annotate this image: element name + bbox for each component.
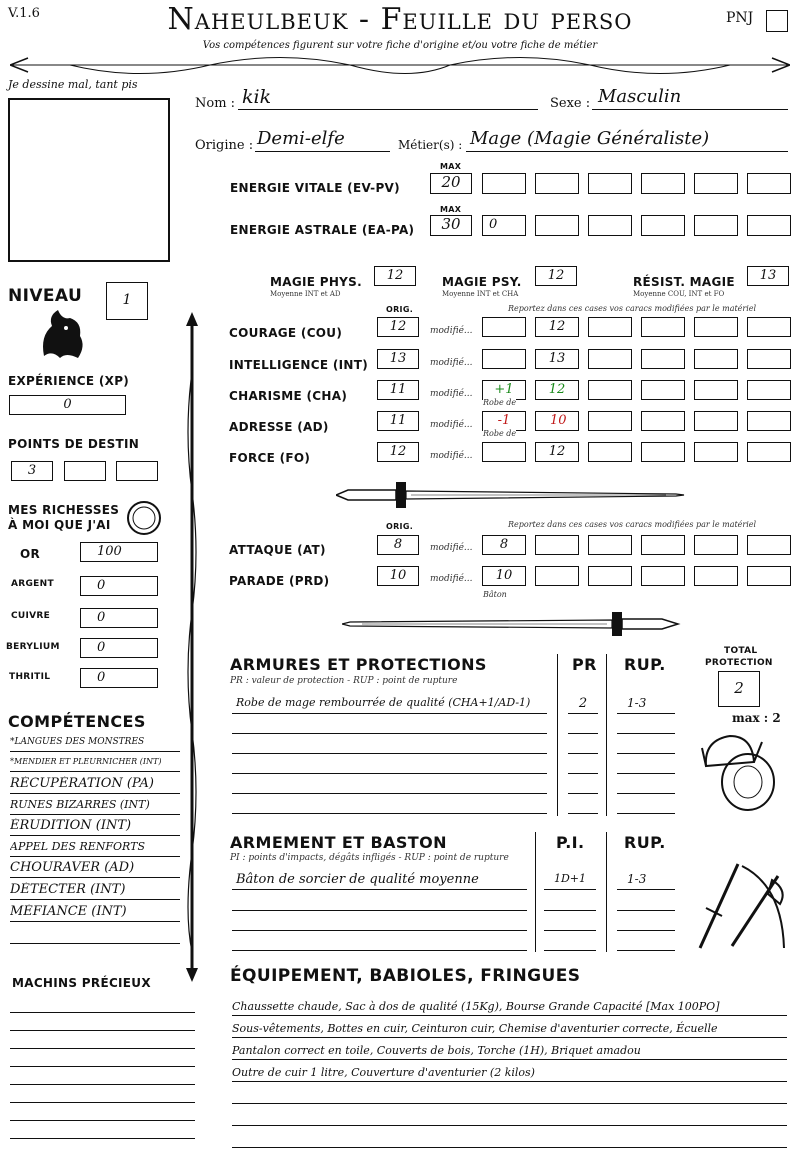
ad-label: ADRESSE (AD) [229, 420, 329, 434]
fo-modifie-label: modifié... [430, 451, 473, 461]
armure-line[interactable] [617, 753, 675, 754]
machins-line[interactable] [10, 1102, 195, 1103]
arme-line[interactable] [617, 930, 675, 931]
cha-mod-box[interactable]: +1 [482, 380, 526, 400]
prd-modifie-label: modifié... [430, 574, 473, 584]
competence-item[interactable]: CHOURAVER (AD) [10, 860, 180, 878]
cha-modifie-label: modifié... [430, 389, 473, 399]
origine-label: Origine : [195, 138, 254, 153]
magie-phys-note: Moyenne INT et AD [270, 290, 341, 298]
ad-box[interactable]: 11 [377, 411, 419, 431]
arme-line[interactable] [617, 950, 675, 951]
combat-orig-label: ORIG. [386, 522, 414, 531]
resist-magie-box[interactable]: 13 [747, 266, 789, 286]
berylium-box[interactable]: 0 [80, 638, 158, 658]
combat-note: Reportez dans ces cases vos caracs modifiées par le matériel [508, 520, 757, 529]
armure-line[interactable] [232, 753, 547, 754]
ev-max-label: MAX [440, 162, 462, 171]
armure-item-name[interactable]: Robe de mage rembourrée de qualité (CHA+1/AD-1) [232, 696, 547, 714]
armement-pi-header: P.I. [556, 833, 585, 852]
arrow-divider-icon [10, 52, 790, 80]
arme-line[interactable] [232, 910, 527, 911]
fo-extra-box[interactable] [641, 442, 685, 462]
ea-box[interactable] [535, 215, 579, 236]
armures-note: PR : valeur de protection - RUP : point de rupture [230, 676, 458, 686]
ev-current-box[interactable] [482, 173, 526, 194]
cou-modifie-label: modifié... [430, 326, 473, 336]
destin-label: POINTS DE DESTIN [8, 437, 140, 451]
ev-label: ENERGIE VITALE (EV-PV) [230, 181, 400, 195]
competence-item[interactable]: *MENDIER ET PLEURNICHER (INT) [10, 757, 180, 772]
xp-label: EXPÉRIENCE (XP) [8, 374, 130, 388]
machins-line[interactable] [10, 1048, 195, 1049]
origine-value[interactable]: Demi-elfe [255, 128, 390, 152]
prd-extra-box[interactable] [641, 566, 685, 586]
magie-psy-label: MAGIE PSY. [442, 275, 522, 289]
int-extra-box[interactable] [747, 349, 791, 369]
armure-line[interactable] [232, 793, 547, 794]
sword-icon [336, 480, 686, 510]
sheet-title: Naheulbeuk - Feuille du perso [167, 2, 633, 37]
armures-title: ARMURES ET PROTECTIONS [230, 655, 487, 674]
or-box[interactable]: 100 [80, 542, 158, 562]
ev-max-box[interactable]: 20 [430, 173, 472, 194]
nom-label: Nom : [195, 96, 236, 111]
at-extra-box[interactable] [694, 535, 738, 555]
equipement-line[interactable]: Chaussette chaude, Sac à dos de qualité (15Kg), Bourse Grande Capacité [Max 100PO] [232, 997, 787, 1016]
armure-line[interactable] [232, 733, 547, 734]
at-mod-box[interactable]: 8 [482, 535, 526, 555]
niveau-label: NIVEAU [8, 286, 83, 306]
armure-item-rup[interactable]: 1-3 [617, 696, 675, 714]
at-extra-box[interactable] [641, 535, 685, 555]
competence-item[interactable] [10, 926, 180, 944]
richesses-label: À MOI QUE J'AI [8, 518, 111, 532]
armures-col-divider [557, 654, 558, 816]
cha-final-box[interactable]: 12 [535, 380, 579, 400]
total-protection-label: PROTECTION [705, 658, 773, 668]
destin-box[interactable] [64, 461, 106, 481]
thritil-box[interactable]: 0 [80, 668, 158, 688]
armure-line[interactable] [568, 813, 598, 814]
sexe-value[interactable]: Masculin [592, 86, 788, 110]
armement-col-divider [535, 832, 536, 952]
cou-extra-box[interactable] [694, 317, 738, 337]
cha-label: CHARISME (CHA) [229, 389, 348, 403]
cha-source-note: Robe de [483, 398, 517, 407]
sexe-label: Sexe : [550, 96, 591, 111]
xp-box[interactable]: 0 [9, 395, 126, 415]
pnj-checkbox[interactable] [766, 10, 788, 32]
ea-box[interactable] [641, 215, 685, 236]
argent-box[interactable]: 0 [80, 576, 158, 596]
ev-box[interactable] [694, 173, 738, 194]
argent-label: ARGENT [11, 579, 54, 589]
prd-extra-box[interactable] [588, 566, 632, 586]
coin-icon [126, 500, 162, 536]
version-label: V.1.6 [8, 6, 40, 21]
destin-box[interactable] [116, 461, 158, 481]
ea-label: ENERGIE ASTRALE (EA-PA) [230, 223, 415, 237]
cha-extra-box[interactable] [747, 380, 791, 400]
arme-line[interactable] [232, 950, 527, 951]
equipement-line[interactable] [232, 1107, 787, 1126]
caracs-orig-label: ORIG. [386, 305, 414, 314]
ev-box[interactable] [641, 173, 685, 194]
staff-icon [182, 312, 202, 982]
cha-extra-box[interactable] [588, 380, 632, 400]
armure-line[interactable] [232, 813, 547, 814]
competence-item[interactable]: DÉTECTER (INT) [10, 882, 180, 900]
arme-line[interactable] [617, 910, 675, 911]
competence-item[interactable]: RUNES BIZARRES (INT) [10, 798, 180, 815]
ev-box[interactable] [535, 173, 579, 194]
at-box[interactable]: 8 [377, 535, 419, 555]
armement-title: ARMEMENT ET BASTON [230, 833, 447, 852]
magie-psy-box[interactable]: 12 [535, 266, 577, 286]
magie-phys-label: MAGIE PHYS. [270, 275, 362, 289]
int-extra-box[interactable] [641, 349, 685, 369]
total-protection-label: TOTAL [724, 646, 758, 656]
int-label: INTELLIGENCE (INT) [229, 358, 368, 372]
berylium-label: BERYLIUM [6, 642, 60, 652]
cou-box[interactable]: 12 [377, 317, 419, 337]
armement-col-divider [606, 832, 607, 952]
dragon-icon [36, 306, 88, 362]
competence-item[interactable]: RÉCUPÉRATION (PA) [10, 776, 180, 794]
int-extra-box[interactable] [588, 349, 632, 369]
fo-box[interactable]: 12 [377, 442, 419, 462]
cou-final-box[interactable]: 12 [535, 317, 579, 337]
total-protection-box[interactable]: 2 [718, 671, 760, 707]
richesses-label: MES RICHESSES [8, 503, 120, 517]
magie-psy-note: Moyenne INT et CHA [442, 290, 519, 298]
ea-box[interactable] [747, 215, 791, 236]
sheet-subtitle: Vos compétences figurent sur votre fiche d'origine et/ou votre fiche de métier [202, 40, 598, 51]
ad-extra-box[interactable] [588, 411, 632, 431]
ad-extra-box[interactable] [747, 411, 791, 431]
equipement-line[interactable] [232, 1129, 787, 1148]
resist-magie-note: Moyenne COU, INT et FO [633, 290, 725, 298]
nom-value[interactable]: kik [238, 86, 538, 110]
ad-extra-box[interactable] [641, 411, 685, 431]
weapons-icon [692, 856, 792, 956]
cou-extra-box[interactable] [641, 317, 685, 337]
ad-mod-box[interactable]: -1 [482, 411, 526, 431]
cha-extra-box[interactable] [641, 380, 685, 400]
sword-icon [342, 608, 682, 640]
equipement-title: ÉQUIPEMENT, BABIOLES, FRINGUES [230, 966, 581, 986]
machins-line[interactable] [10, 1030, 195, 1031]
competence-item[interactable]: *LANGUES DES MONSTRES [10, 737, 180, 752]
at-extra-box[interactable] [535, 535, 579, 555]
ea-max-box[interactable]: 30 [430, 215, 472, 236]
at-extra-box[interactable] [588, 535, 632, 555]
competence-item[interactable]: MÉFIANCE (INT) [10, 904, 180, 922]
max-protection-label: max : 2 [732, 711, 781, 725]
ea-box[interactable] [588, 215, 632, 236]
cou-label: COURAGE (COU) [229, 326, 343, 340]
competence-item[interactable]: APPEL DES RENFORTS [10, 840, 180, 857]
combat-source-note: Bâton [483, 590, 507, 599]
armement-rup-header: RUP. [624, 833, 666, 852]
fo-extra-box[interactable] [747, 442, 791, 462]
cou-mod-box[interactable] [482, 317, 526, 337]
arme-line[interactable] [544, 910, 596, 911]
armement-note: PI : points d'impacts, dégâts infligés - RUP : point de rupture [230, 853, 509, 863]
cuivre-label: CUIVRE [11, 611, 51, 621]
prd-label: PARADE (PRD) [229, 574, 330, 588]
cou-extra-box[interactable] [747, 317, 791, 337]
caracs-note: Reportez dans ces cases vos caracs modifiées par le matériel [508, 304, 757, 313]
equipement-line[interactable]: Pantalon correct en toile, Couverts de bois, Torche (1H), Briquet amadou [232, 1041, 787, 1060]
arme-item-pi[interactable]: 1D+1 [544, 872, 596, 890]
armure-line[interactable] [617, 813, 675, 814]
int-final-box[interactable]: 13 [535, 349, 579, 369]
destin-box[interactable]: 3 [11, 461, 53, 481]
portrait-box[interactable] [8, 98, 170, 262]
int-mod-box[interactable] [482, 349, 526, 369]
ad-extra-box[interactable] [694, 411, 738, 431]
machins-line[interactable] [10, 1138, 195, 1139]
equipement-line[interactable] [232, 1085, 787, 1104]
ad-final-box[interactable]: 10 [535, 411, 579, 431]
at-label: ATTAQUE (AT) [229, 543, 326, 557]
machins-line[interactable] [10, 1084, 195, 1085]
thritil-label: THRITIL [9, 672, 51, 682]
cha-extra-box[interactable] [694, 380, 738, 400]
armures-col-divider [606, 654, 607, 816]
prd-extra-box[interactable] [694, 566, 738, 586]
prd-extra-box[interactable] [535, 566, 579, 586]
machins-line[interactable] [10, 1066, 195, 1067]
resist-magie-label: RÉSIST. MAGIE [633, 275, 735, 289]
armures-rup-header: RUP. [624, 655, 666, 674]
arme-line[interactable] [544, 950, 596, 951]
cou-extra-box[interactable] [588, 317, 632, 337]
niveau-box[interactable]: 1 [106, 282, 148, 320]
fo-extra-box[interactable] [694, 442, 738, 462]
helmet-shield-icon [700, 726, 780, 812]
prd-mod-box[interactable]: 10 [482, 566, 526, 586]
ea-current-box[interactable]: 0 [482, 215, 526, 236]
armures-pr-header: PR [572, 655, 597, 674]
magie-phys-box[interactable]: 12 [374, 266, 416, 286]
armure-line[interactable] [617, 773, 675, 774]
fo-final-box[interactable]: 12 [535, 442, 579, 462]
at-extra-box[interactable] [747, 535, 791, 555]
armure-line[interactable] [617, 793, 675, 794]
ad-source-note: Robe de [483, 429, 517, 438]
pnj-label: PNJ [726, 10, 754, 26]
ev-box[interactable] [588, 173, 632, 194]
arme-line[interactable] [232, 930, 527, 931]
ea-box[interactable] [694, 215, 738, 236]
metier-value[interactable]: Mage (Magie Généraliste) [466, 128, 788, 152]
machins-line[interactable] [10, 1012, 195, 1013]
int-modifie-label: modifié... [430, 358, 473, 368]
metier-label: Métier(s) : [398, 138, 463, 152]
ev-box[interactable] [747, 173, 791, 194]
at-modifie-label: modifié... [430, 543, 473, 553]
int-box[interactable]: 13 [377, 349, 419, 369]
armure-line[interactable] [617, 733, 675, 734]
fo-extra-box[interactable] [588, 442, 632, 462]
int-extra-box[interactable] [694, 349, 738, 369]
ea-max-label: MAX [440, 205, 462, 214]
armure-line[interactable] [232, 773, 547, 774]
competences-title: COMPÉTENCES [8, 712, 146, 731]
armure-item-pr[interactable]: 2 [568, 696, 598, 714]
ad-modifie-label: modifié... [430, 420, 473, 430]
armure-line[interactable] [568, 753, 598, 754]
fo-label: FORCE (FO) [229, 451, 311, 465]
arme-line[interactable] [544, 930, 596, 931]
cha-box[interactable]: 11 [377, 380, 419, 400]
arme-item-rup[interactable]: 1-3 [617, 872, 675, 890]
armure-line[interactable] [568, 773, 598, 774]
armure-line[interactable] [568, 733, 598, 734]
fo-mod-box[interactable] [482, 442, 526, 462]
equipement-line[interactable]: Outre de cuir 1 litre, Couverture d'aventurier (2 kilos) [232, 1063, 787, 1082]
prd-extra-box[interactable] [747, 566, 791, 586]
machins-line[interactable] [10, 1120, 195, 1121]
equipement-line[interactable]: Sous-vêtements, Bottes en cuir, Ceinturon cuir, Chemise d'aventurier correcte, Écuelle [232, 1019, 787, 1038]
competence-item[interactable]: ÉRUDITION (INT) [10, 818, 180, 836]
machins-title: MACHINS PRÉCIEUX [12, 976, 151, 990]
armure-line[interactable] [568, 793, 598, 794]
arme-item-name[interactable]: Bâton de sorcier de qualité moyenne [232, 872, 527, 890]
or-label: OR [20, 547, 41, 561]
cuivre-box[interactable]: 0 [80, 608, 158, 628]
portrait-caption: Je dessine mal, tant pis [8, 78, 138, 91]
prd-box[interactable]: 10 [377, 566, 419, 586]
